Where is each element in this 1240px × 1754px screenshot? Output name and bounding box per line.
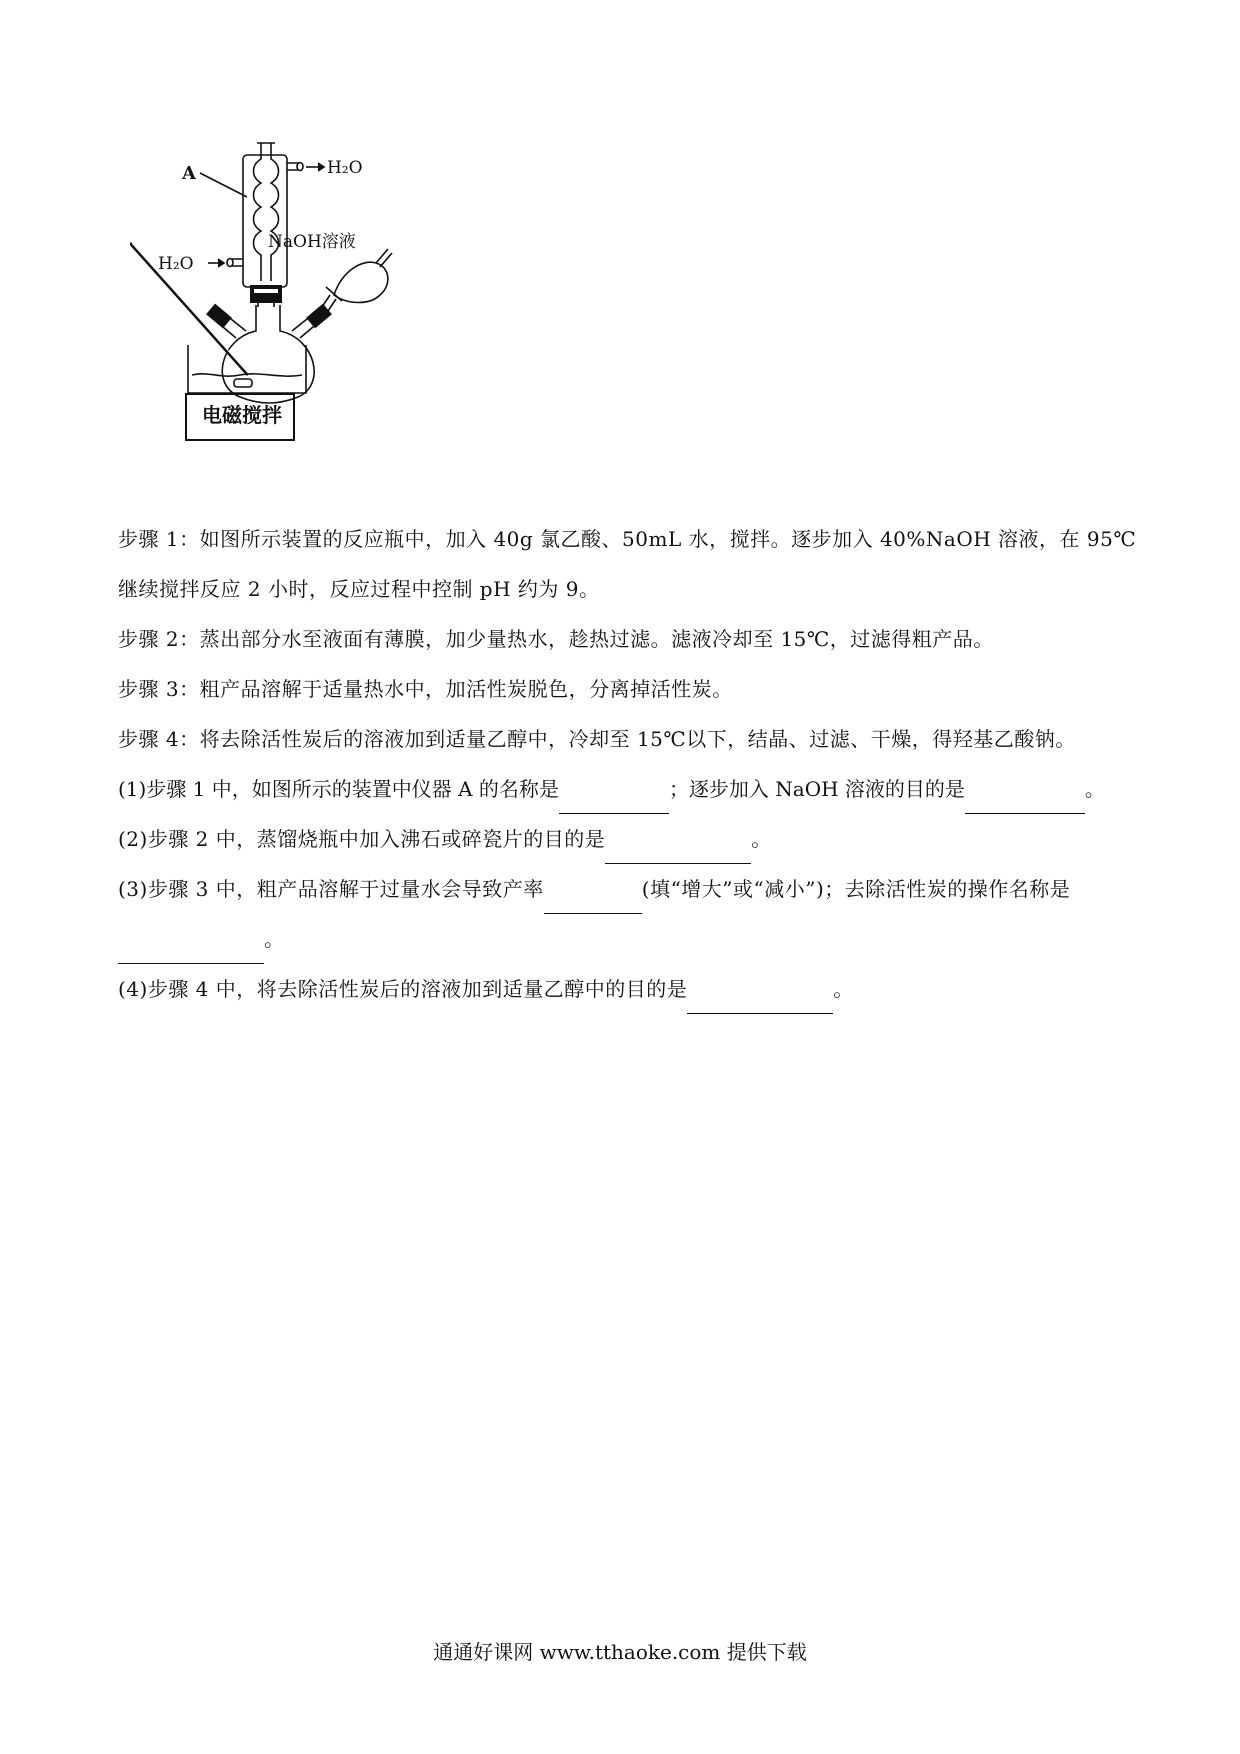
step-2: 步骤 2：蒸出部分水至液面有薄膜，加少量热水，趁热过滤。滤液冷却至 15℃，过滤得粗产品。 — [118, 627, 994, 651]
worksheet-body — [118, 514, 1137, 1014]
answer-blank-4[interactable] — [687, 992, 833, 1014]
question-3-continued: 。 — [118, 914, 1128, 964]
naoh-label: NaOH溶液 — [268, 232, 356, 252]
stirrer-label: 电磁搅拌 — [202, 403, 282, 427]
step-3: 步骤 3：粗产品溶解于适量热水中，加活性炭脱色，分离掉活性炭。 — [118, 677, 733, 701]
apparatus-figure — [130, 135, 430, 495]
question-1: (1)步骤 1 中，如图所示的装置中仪器 A 的名称是 ；逐步加入 NaOH 溶液的目的是 。 — [118, 764, 1128, 814]
answer-blank-3b[interactable] — [118, 942, 264, 964]
water-inlet-label: H₂O — [158, 254, 194, 274]
step-4: 步骤 4：将去除活性炭后的溶液加到适量乙醇中，冷却至 15℃以下，结晶、过滤、干燥，得羟基乙酸钠。 — [118, 727, 1076, 751]
question-2: (2)步骤 2 中，蒸馏烧瓶中加入沸石或碎瓷片的目的是 。 — [118, 814, 1128, 864]
step-1-line-1: 步骤 1：如图所示装置的反应瓶中，加入 40g 氯乙酸、50mL 水，搅拌。逐步加入 40%NaOH 溶液，在 95℃ — [118, 527, 1137, 551]
answer-blank-2[interactable] — [605, 842, 751, 864]
question-3: (3)步骤 3 中，粗产品溶解于过量水会导致产率 (填“增大”或“减小”)；去除活性炭的操作名称是 — [118, 864, 1128, 914]
instrument-a-label: A — [182, 163, 196, 184]
step-1-line-2: 继续搅拌反应 2 小时，反应过程中控制 pH 约为 9。 — [118, 577, 600, 601]
question-4: (4)步骤 4 中，将去除活性炭后的溶液加到适量乙醇中的目的是 。 — [118, 964, 1128, 1014]
answer-blank-3a[interactable] — [544, 892, 642, 914]
water-outlet-label: H₂O — [327, 158, 363, 178]
answer-blank-1a[interactable] — [559, 792, 669, 814]
answer-blank-1b[interactable] — [965, 792, 1085, 814]
page-footer: 通通好课网 www.tthaoke.com 提供下载 — [433, 1640, 807, 1664]
